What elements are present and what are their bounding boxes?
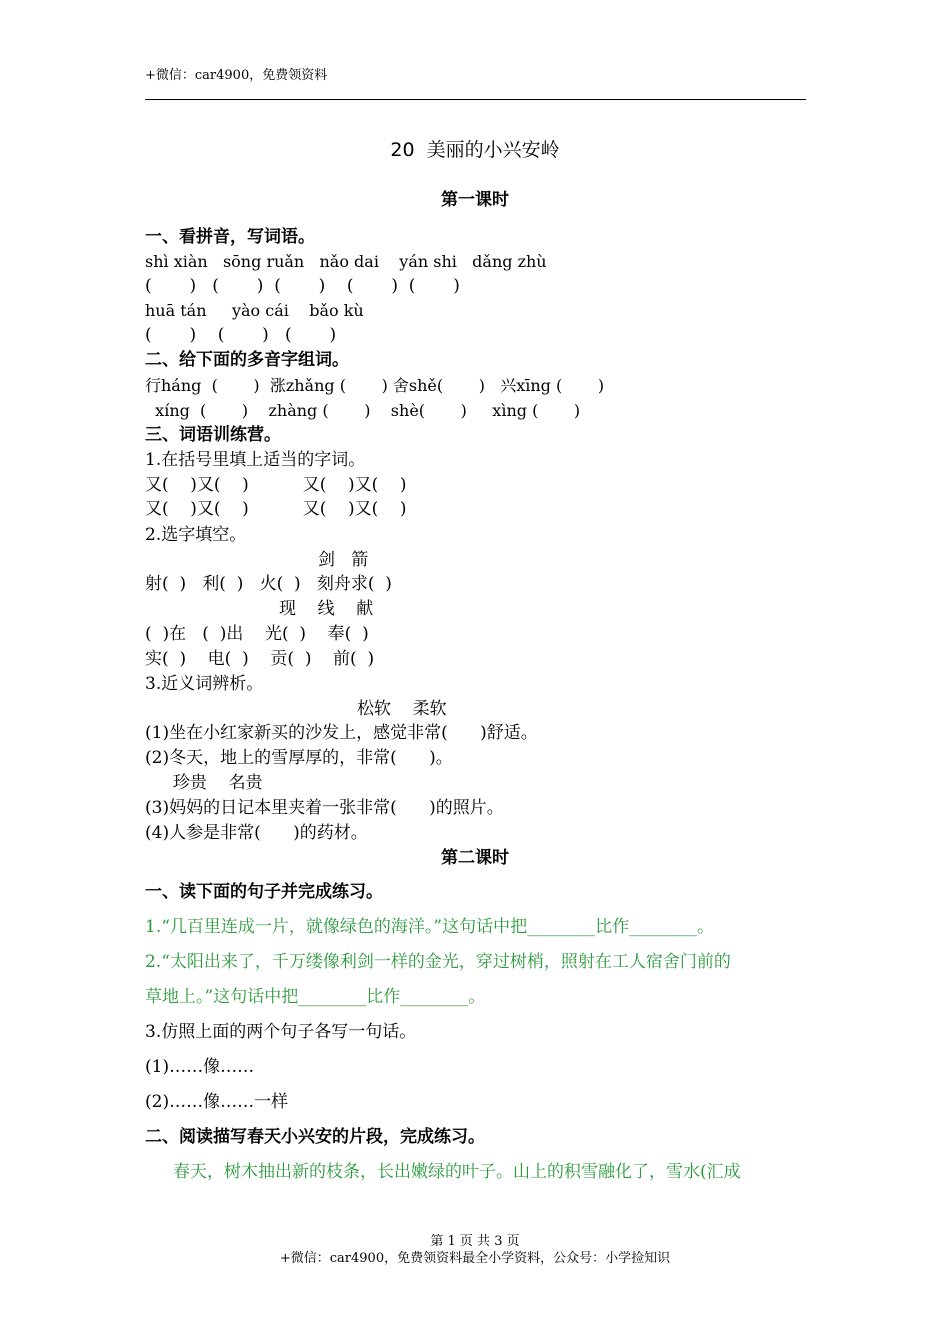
blank-row-1: ( ) ( ) ( ) ( ) ( ) <box>145 276 460 296</box>
section2-heading: 二、给下面的多音字组词。 <box>145 350 349 370</box>
sentence-1: 1.“几百里连成一片，就像绿色的海洋。”这句话中把________比作________。 <box>145 917 715 937</box>
footer-text: +微信：car4900，免费领资料最全小学资料，公众号：小学捡知识 <box>279 1251 671 1266</box>
lesson1-heading: 第一课时 <box>441 190 509 210</box>
polyphone-row-2: xíng ( ) zhàng ( ) shè( ) xìng ( ) <box>145 401 581 420</box>
lesson2-heading: 第二课时 <box>441 848 509 868</box>
blank-row-2: ( ) ( ) ( ) <box>145 325 337 345</box>
imitation-item-2: (2)……像……一样 <box>145 1092 289 1112</box>
pinyin-row-2: huā tán yào cái bǎo kù <box>145 301 364 320</box>
header-divider <box>145 99 806 100</box>
synonym-words-2: 珍贵 名贵 <box>173 773 263 793</box>
section3-heading: 三、词语训练营。 <box>145 425 281 445</box>
lesson2-section1-heading: 一、读下面的句子并完成练习。 <box>145 882 383 902</box>
choice-row-2: ( )在 ( )出 光( ) 奉( ) <box>145 624 369 644</box>
sentence-2-line-2: 草地上。”这句话中把________比作________。 <box>145 987 486 1007</box>
char-choices-2: 现 线 献 <box>279 599 374 619</box>
reading-passage: 春天，树木抽出新的枝条，长出嫩绿的叶子。山上的积雪融化了，雪水(汇成 <box>173 1162 741 1182</box>
imitation-item-1: (1)……像…… <box>145 1057 255 1077</box>
pinyin-row-1: shì xiàn sōng ruǎn nǎo dai yán shi dǎng zhù <box>145 252 547 271</box>
polyphone-row-1: 行háng ( ) 涨zhǎng ( ) 舍shě( ) 兴xīng ( ) <box>145 376 605 395</box>
synonym-sentence-1: (1)坐在小红家新买的沙发上，感觉非常( )舒适。 <box>145 723 538 743</box>
question-2: 2.选字填空。 <box>145 525 247 545</box>
synonym-words-1: 松软 柔软 <box>357 699 447 719</box>
lesson2-section2-heading: 二、阅读描写春天小兴安的片段，完成练习。 <box>145 1127 485 1147</box>
question-1: 1.在括号里填上适当的字词。 <box>145 450 366 470</box>
page-title: 20 美丽的小兴安岭 <box>390 139 560 161</box>
synonym-sentence-3: (3)妈妈的日记本里夹着一张非常( )的照片。 <box>145 798 504 818</box>
synonym-sentence-2: (2)冬天，地上的雪厚厚的，非常( )。 <box>145 748 453 768</box>
imitation-question: 3.仿照上面的两个句子各写一句话。 <box>145 1022 417 1042</box>
char-choices-1: 剑 箭 <box>318 550 369 570</box>
choice-row-1: 射( ) 利( ) 火( ) 刻舟求( ) <box>145 574 392 594</box>
fill-row-1: 又( )又( ) 又( )又( ) <box>145 475 407 495</box>
synonym-sentence-4: (4)人参是非常( )的药材。 <box>145 823 368 843</box>
header-text: +微信：car4900，免费领资料 <box>145 68 328 83</box>
page-number: 第 1 页 共 3 页 <box>430 1234 520 1249</box>
fill-row-2: 又( )又( ) 又( )又( ) <box>145 499 407 519</box>
section1-heading: 一、看拼音，写词语。 <box>145 227 315 247</box>
choice-row-3: 实( ) 电( ) 贡( ) 前( ) <box>145 649 375 669</box>
question-3: 3.近义词辨析。 <box>145 674 264 694</box>
sentence-2-line-1: 2.“太阳出来了，千万缕像利剑一样的金光，穿过树梢，照射在工人宿舍门前的 <box>145 952 731 972</box>
